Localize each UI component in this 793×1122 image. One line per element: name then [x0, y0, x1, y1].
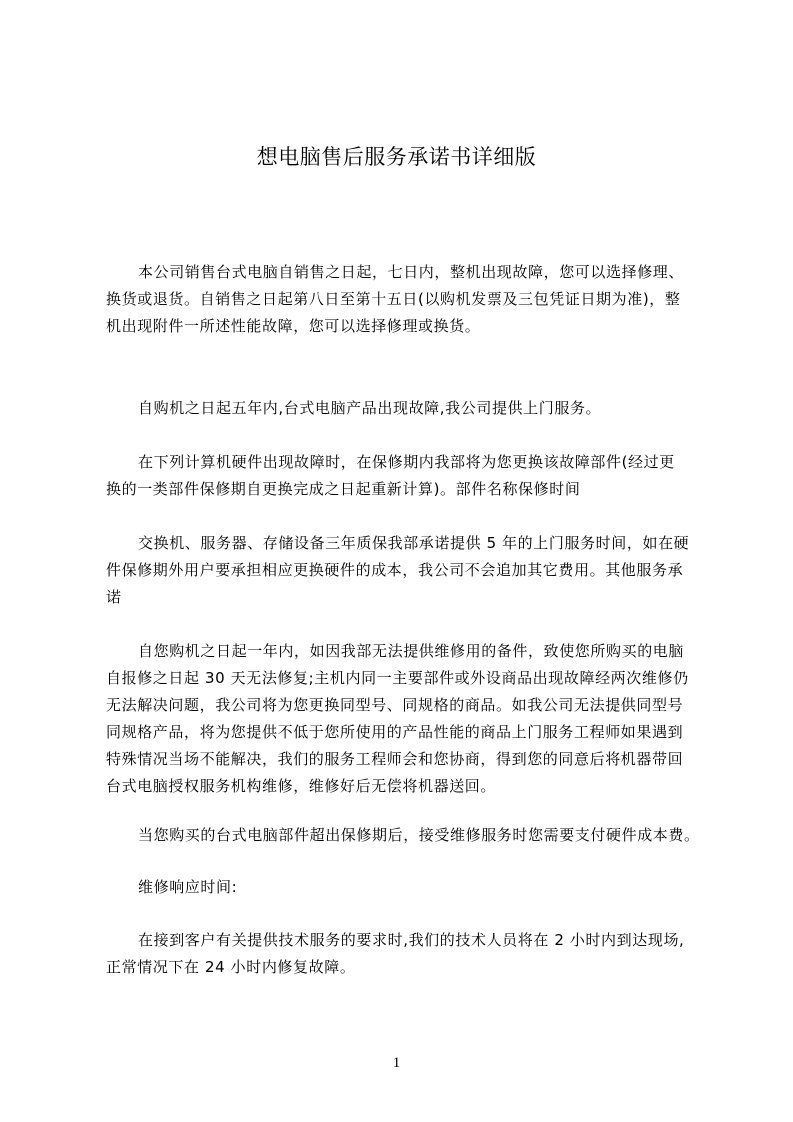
- paragraph: [106, 638, 710, 800]
- paragraph: [106, 874, 710, 901]
- paragraph-line: 件保修期外用户要承担相应更换硬件的成本，我公司不会追加其它费用。其他服务承: [106, 561, 684, 579]
- paragraph-line: 自购机之日起五年内,台式电脑产品出现故障,我公司提供上门服务。: [138, 399, 602, 417]
- paragraph-line: 正常情况下在 24 小时内修复故障。: [106, 958, 356, 976]
- paragraph-line: 无法解决问题，我公司将为您更换同型号、同规格的商品。如我公司无法提供同型号: [106, 696, 684, 714]
- paragraph-line: 特殊情况当场不能解决，我们的服务工程师会和您协商，得到您的同意后将机器带回: [106, 750, 684, 768]
- paragraph-line: 交换机、服务器、存储设备三年质保我部承诺提供 5 年的上门服务时间，如在硬: [138, 534, 690, 552]
- paragraph: [106, 927, 710, 981]
- paragraph-line: 台式电脑授权服务机构维修，维修好后无偿将机器送回。: [106, 777, 497, 795]
- paragraph-line: 当您购买的台式电脑部件超出保修期后，接受维修服务时您需要支付硬件成本费。: [138, 826, 700, 844]
- paragraph-line: 诺: [106, 588, 122, 606]
- paragraph: [106, 259, 710, 340]
- paragraph-line: 自报修之日起 30 天无法修复;主机内同一主要部件或外设商品出现故障经两次维修仍: [106, 669, 689, 687]
- paragraph-line: 在接到客户有关提供技术服务的要求时,我们的技术人员将在 2 小时内到达现场,: [138, 931, 685, 949]
- paragraph: [106, 530, 710, 611]
- paragraph-line: 维修响应时间:: [138, 878, 238, 896]
- paragraph-line: 换货或退货。自销售之日起第八日至第十五日(以购机发票及三包凭证日期为准)，整: [106, 290, 681, 308]
- paragraph-line: 在下列计算机硬件出现故障时，在保修期内我部将为您更换该故障部件(经过更: [138, 453, 675, 471]
- page-number: 1: [392, 1055, 401, 1071]
- paragraph-line: 自您购机之日起一年内，如因我部无法提供维修用的备件，致使您所购买的电脑: [138, 642, 685, 660]
- paragraph: [106, 449, 710, 503]
- paragraph-line: 本公司销售台式电脑自销售之日起，七日内，整机出现故障，您可以选择修理、: [138, 263, 685, 281]
- paragraph: [106, 395, 710, 422]
- paragraph-line: 机出现附件一所述性能故障，您可以选择修理或换货。: [106, 317, 481, 335]
- document-title: 想电脑售后服务承诺书详细版: [256, 145, 537, 169]
- paragraph: [106, 822, 710, 849]
- paragraph-line: 同规格产品，将为您提供不低于您所使用的产品性能的商品上门服务工程师如果遇到: [106, 723, 684, 741]
- paragraph-line: 换的一类部件保修期自更换完成之日起重新计算)。部件名称保修时间: [106, 480, 581, 498]
